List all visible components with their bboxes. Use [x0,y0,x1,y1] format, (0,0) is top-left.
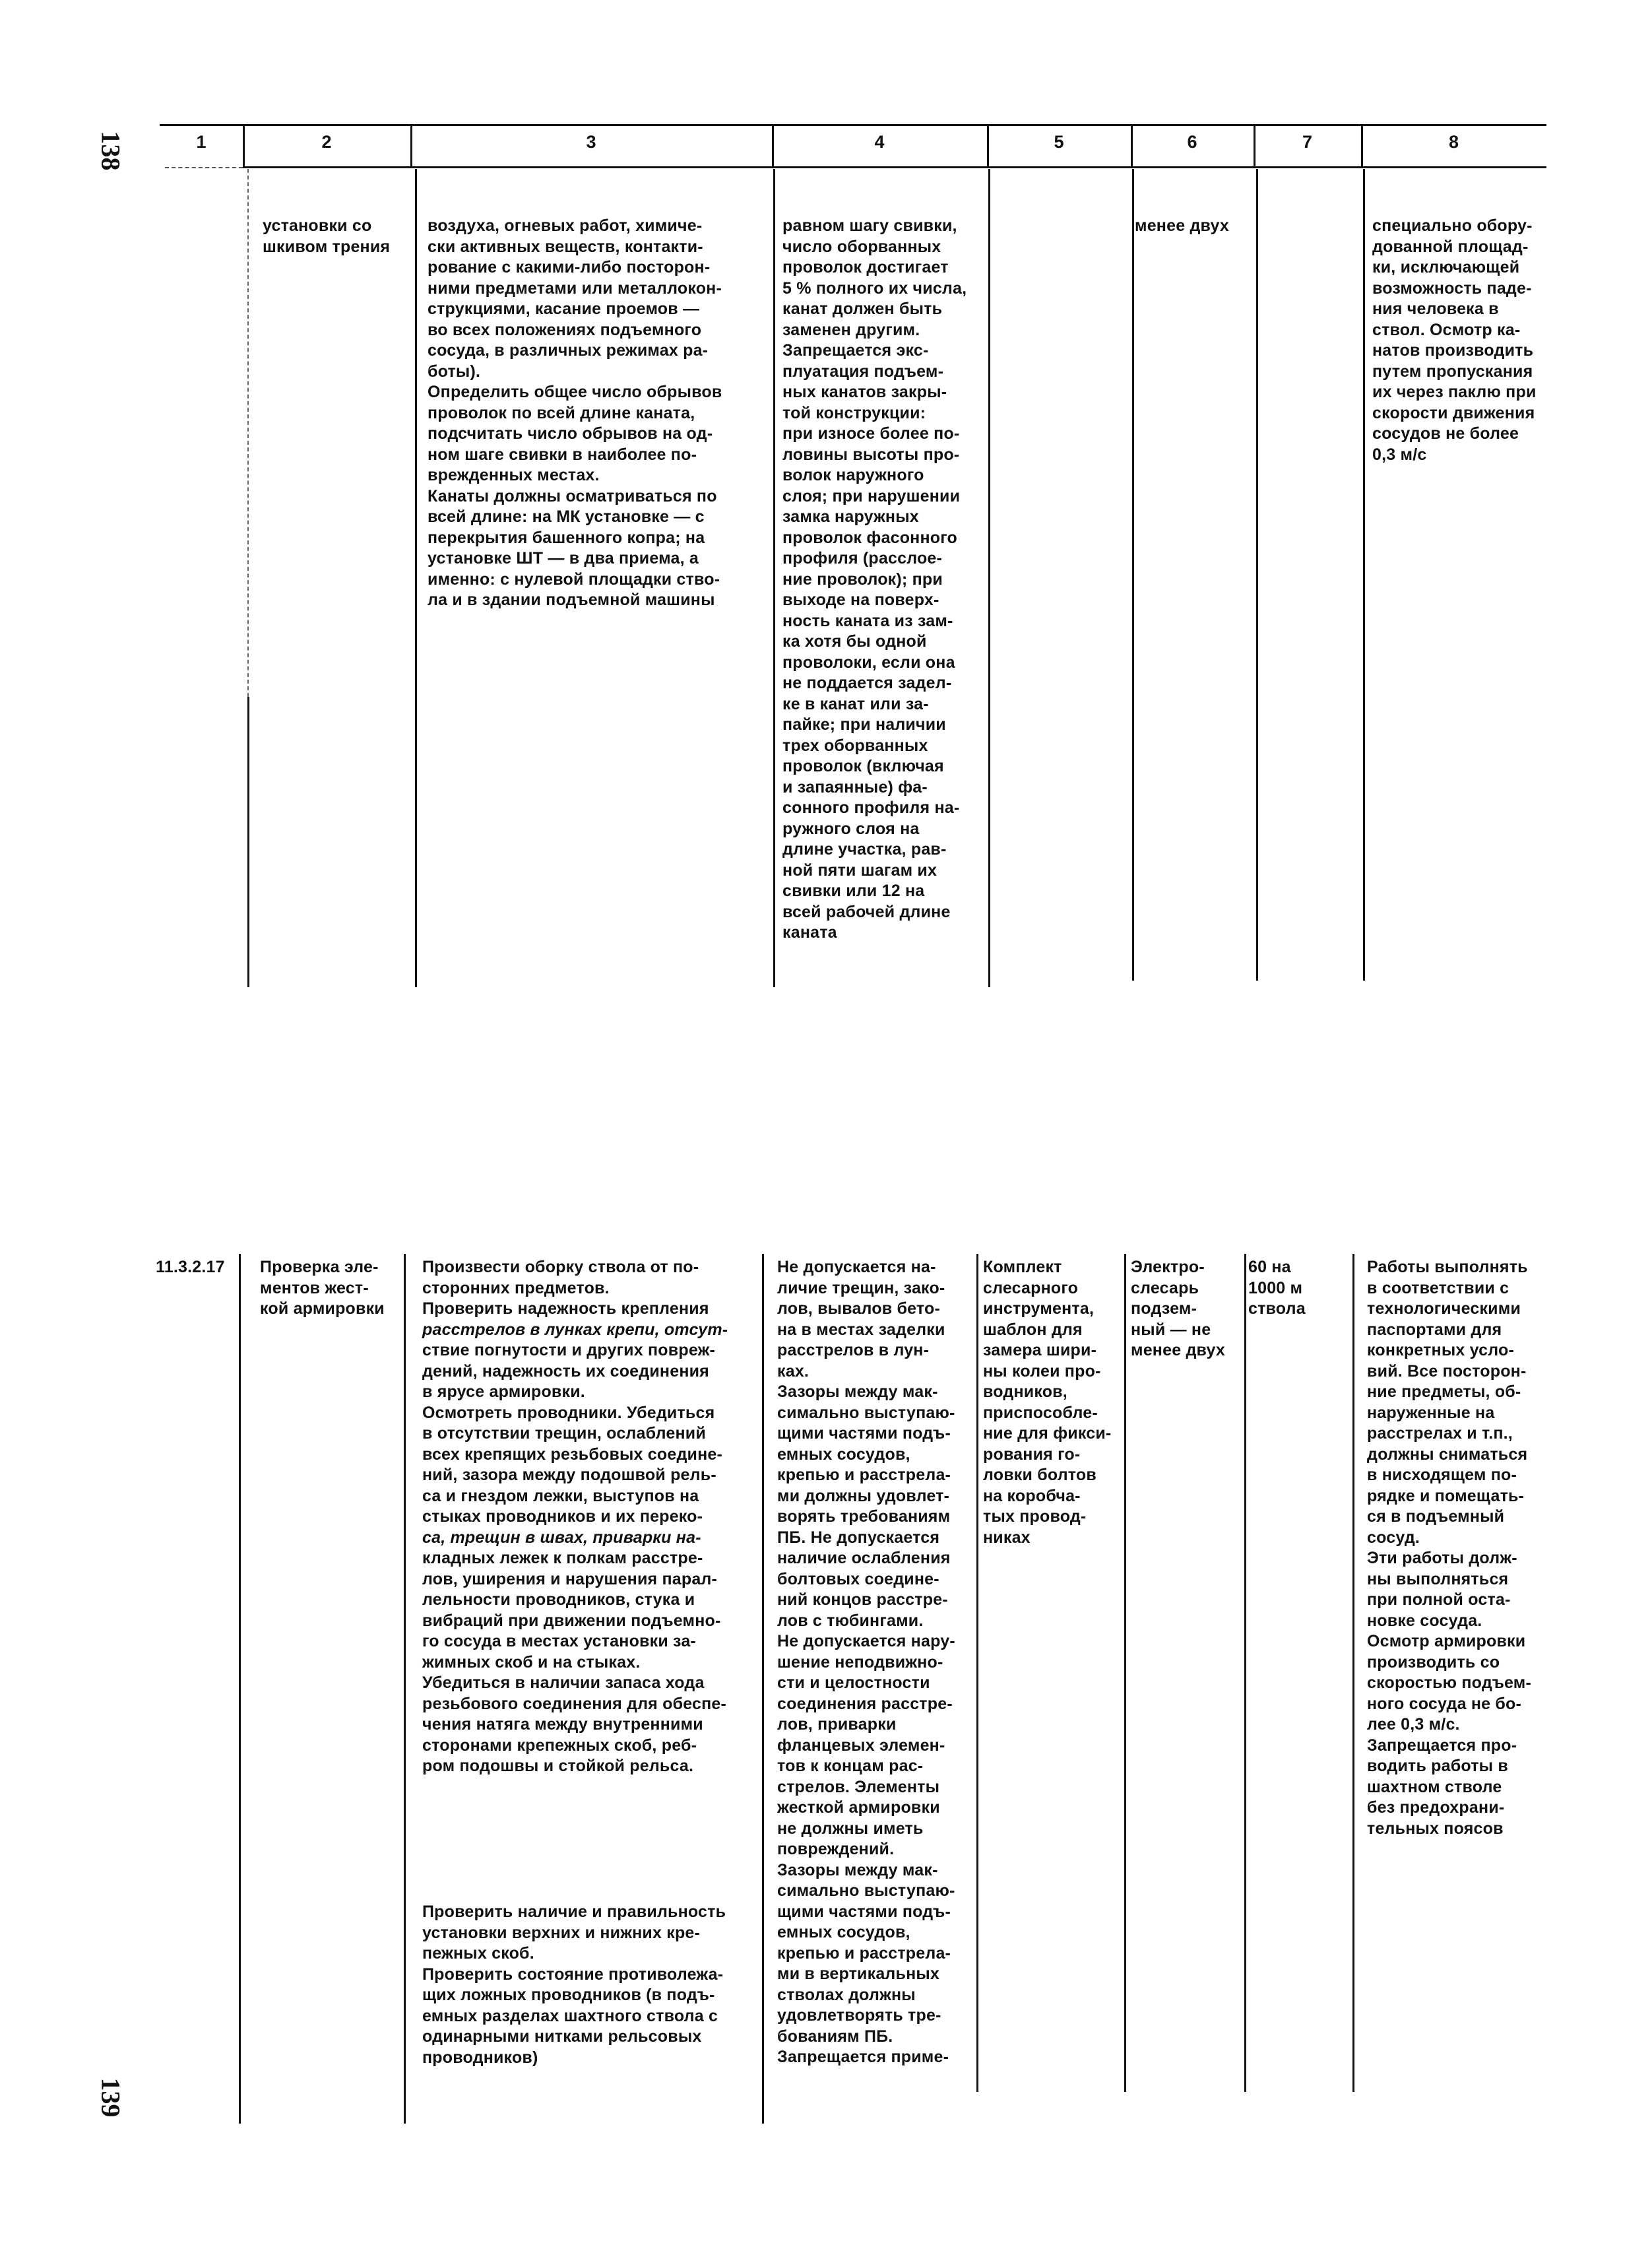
column-header-8: 8 [1448,132,1459,152]
row2-sep-6 [1124,1254,1126,2092]
row1-sep-8 [1363,169,1365,981]
row2-col7: 60 на 1000 м ствола [1248,1258,1306,1318]
row1-sep-5 [988,169,990,987]
column-header-3: 3 [586,132,596,152]
row2-sep-8 [1352,1254,1354,2092]
row2-sep-2 [239,1254,241,2124]
row2-col3-part-a: Произвести оборку ствола от по- сторонних предметов. Проверить надежность крепления [422,1258,709,1318]
row2-col3-second: Проверить наличие и правильность установки верхних и нижних кре- пежных скоб. Проверить состояние противолежа- щих ложных проводников (в подъ- емных разделах шахтного ствола с одинарными нитками рельсовых проводников) [422,1903,726,2067]
row2-col8: Работы выполнять в соответствии с технологическими паспортами для конкретных усло- вий. Все посторон- ние предметы, об- наруженные на расстрелах и т.п., должны сниматься в нисходящем по- рядке и помещать- ся в подъемный сосуд. Эти работы долж- ны выполняться при полной оста- новке сосуда. Осмотр армировки производить со скоростью подъем- ного сосуда не бо- лее 0,3 м/с. Запрещается про- водить работы в шахтном стволе без предохрани- тельных поясов [1367,1258,1531,1838]
column-header-7: 7 [1302,132,1313,152]
row2-col3 [422,1257,765,1777]
row1-sep-6 [1132,169,1134,981]
row2-sep-5 [976,1254,978,2092]
row2-sep-3 [404,1254,406,2124]
header-bottom-rule [243,166,1546,168]
row2-col1: 11.3.2.17 [156,1258,225,1276]
row2-col3-part-b: ствие погнутости и других повреж- дений, надежность их соединения в ярусе армировки. Осмотреть проводники. Убедиться в отсутствии трещин, ослаблений всех крепящих резьбовых соедине- ний, зазора между подошвой рель- са и гнездом лежки, выступов на стыках проводников и их переко- [422,1341,723,1526]
table-top-rule [160,124,1546,126]
row1-col1-sep [247,169,249,697]
page-number-bottom: 139 [96,2077,126,2118]
page-number-top: 138 [96,131,126,171]
row2-col5: Комплект слесарного инструмента, шаблон для замера шири- ны колеи про- водников, приспособле- ние для фикси- рования го- ловки болтов на коробча- тых провод- никах [983,1258,1112,1547]
row1-col4: равном шагу свивки, число оборванных проволок достигает 5 % полного их числа, канат должен быть заменен другим. Запрещается экс- плуатация подъем- ных канатов закры- той конструкции: при износе более по- ловины высоты про- волок наружного слоя; при нарушении замка наружных проволок фасонного профиля (расслое- ние проволок); при выходе на поверх- ность каната из зам- ка хотя бы одной проволоки, если она не поддается задел- ке в канат или за- пайке; при наличии трех оборванных проволок (включая и запаянные) фа- сонного профиля на- ружного слоя на длине участка, рав- ной пяти шагам их свивки или 12 на всей рабочей длине каната [782,216,967,942]
row2-col2: Проверка эле- ментов жест- кой армировки [260,1258,385,1318]
row1-sep-4 [773,169,775,987]
row1-col8: специально обору- дованной площад- ки, исключающей возможность паде- ния человека в ствол. Осмотр ка- натов производить путем пропускания их через паклю при скорости движения сосудов не более 0,3 м/с [1372,216,1537,464]
row1-col6: менее двух [1135,216,1229,235]
row1-sep-2 [247,697,249,987]
row2-sep-7 [1244,1254,1246,2092]
row2-col4: Не допускается на- личие трещин, зако- лов, вывалов бето- на в местах заделки расстрелов в лун- ках. Зазоры между мак- симально выступаю- щими частями подъ- емных сосудов, крепью и расстрела- ми должны удовлет- ворять требованиям ПБ. Не допускается наличие ослабления болтовых соедине- ний концов расстре- лов с тюбингами. Не допускается нару- шение неподвижно- сти и целостности соединения расстре- лов, приварки фланцевых элемен- тов к концам рас- стрелов. Элементы жесткой армировки не должны иметь повреждений. Зазоры между мак- симально выступаю- щими частями подъ- емных сосудов, крепью и расстрела- ми в вертикальных стволах должны удовлетворять тре- бованиям ПБ. Запрещается приме- [777,1258,955,2066]
row1-sep-3 [415,169,417,987]
row1-col2: установки со шкивом трения [263,216,391,256]
column-header-2: 2 [321,132,332,152]
row2-col3-italic-a: расстрелов в лунках крепи, отсут- [422,1320,728,1339]
row1-sep-7 [1256,169,1258,981]
row2-col6: Электро- слесарь подзем- ный — не менее двух [1131,1258,1225,1359]
column-header-1: 1 [196,132,206,152]
row2-col3-part-c: кладных лежек к полкам расстре- лов, уширения и нарушения парал- лельности проводников, стука и вибраций при движении подъемно- го сосуда в местах установки за- жимных скоб и на стыках. Убедиться в наличии запаса хода резьбового соединения для обеспе- чения натяга между внутренними сторонами крепежных скоб, реб- ром подошвы и стойкой рельса. [422,1549,727,1775]
column-header-4: 4 [874,132,885,152]
header-bottom-rule-col1 [165,167,243,168]
row1-col3: воздуха, огневых работ, химиче- ски активных веществ, контакти- рование с какими-либо посторон- ними предметами или металлокон- струкциями, касание проемов — во всех положениях подъемного сосуда, в различных режимах ра- боты). Определить общее число обрывов проволок по всей длине каната, подсчитать число обрывов на од- ном шаге свивки в наиболее по- врежденных местах. Канаты должны осматриваться по всей длине: на МК установке — с перекрытия башенного копра; на установке ШТ — в два приема, а именно: с нулевой площадки ство- ла и в здании подъемной машины [428,216,722,609]
row2-col3-italic-b: са, трещин в швах, приварки на- [422,1528,701,1547]
column-header-5: 5 [1054,132,1064,152]
column-header-6: 6 [1187,132,1197,152]
